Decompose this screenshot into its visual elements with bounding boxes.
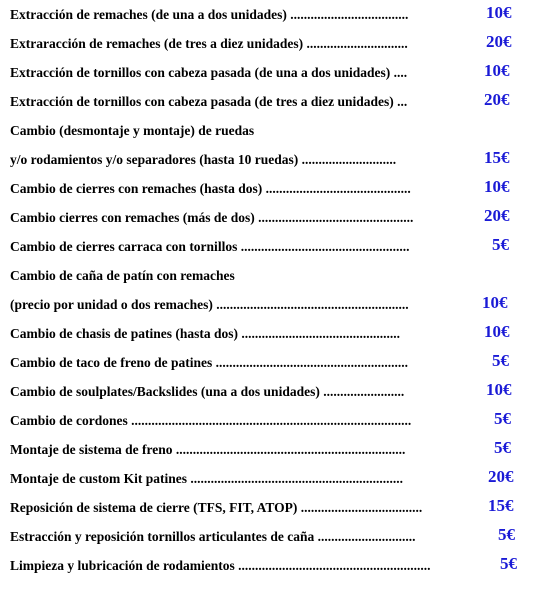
list-item bbox=[10, 145, 535, 174]
list-item bbox=[10, 116, 535, 145]
price-value: 15€ bbox=[484, 148, 510, 167]
price-value: 5€ bbox=[498, 525, 515, 544]
price-value: 10€ bbox=[486, 380, 512, 399]
list-item bbox=[10, 551, 535, 580]
price-value: 5€ bbox=[492, 351, 509, 370]
service-label: Cambio de cierres carraca con tornillos .................................................. bbox=[10, 239, 410, 254]
price-value: 5€ bbox=[494, 438, 511, 457]
price-value: 10€ bbox=[484, 177, 510, 196]
list-item bbox=[10, 261, 535, 290]
service-label: Reposición de sistema de cierre (TFS, FIT, ATOP) .................................... bbox=[10, 500, 423, 515]
list-item bbox=[10, 0, 535, 29]
list-item bbox=[10, 174, 535, 203]
list-item bbox=[10, 406, 535, 435]
list-item bbox=[10, 493, 535, 522]
price-value: 20€ bbox=[486, 32, 512, 51]
price-value: 10€ bbox=[484, 322, 510, 341]
service-label: Extracción de tornillos con cabeza pasada (de una a dos unidades) .... bbox=[10, 65, 408, 80]
service-label: Cambio de soulplates/Backslides (una a dos unidades) ........................ bbox=[10, 384, 405, 399]
service-label: Cambio de cierres con remaches (hasta dos) ........................................... bbox=[10, 181, 411, 196]
list-item bbox=[10, 522, 535, 551]
price-value: 5€ bbox=[492, 235, 509, 254]
service-label: Extracción de tornillos con cabeza pasada (de tres a diez unidades) ... bbox=[10, 94, 408, 109]
service-label: Cambio (desmontaje y montaje) de ruedas bbox=[10, 123, 255, 138]
service-label: Cambio de taco de freno de patines ......................................................... bbox=[10, 355, 408, 370]
service-label: (precio por unidad o dos remaches) ......................................................... bbox=[10, 297, 409, 312]
service-label: Montaje de sistema de freno .................................................................... bbox=[10, 442, 406, 457]
price-value: 5€ bbox=[494, 409, 511, 428]
service-label: Cambio de chasis de patines (hasta dos) ............................................... bbox=[10, 326, 401, 341]
list-item bbox=[10, 348, 535, 377]
service-label: Limpieza y lubricación de rodamientos ......................................................... bbox=[10, 558, 431, 573]
price-value: 5€ bbox=[500, 554, 517, 573]
price-value: 20€ bbox=[484, 206, 510, 225]
list-item bbox=[10, 290, 535, 319]
service-label: Cambio de cordones ................................................................................... bbox=[10, 413, 412, 428]
list-item bbox=[10, 232, 535, 261]
service-label: Cambio de caña de patín con remaches bbox=[10, 268, 235, 283]
list-item bbox=[10, 58, 535, 87]
list-item bbox=[10, 435, 535, 464]
list-item bbox=[10, 29, 535, 58]
list-item bbox=[10, 319, 535, 348]
service-label: Estracción y reposición tornillos articulantes de caña ............................. bbox=[10, 529, 416, 544]
service-label: Extracción de remaches (de una a dos unidades) ................................... bbox=[10, 7, 409, 22]
list-item bbox=[10, 377, 535, 406]
price-value: 20€ bbox=[488, 467, 514, 486]
price-value: 10€ bbox=[482, 293, 508, 312]
service-label: Montaje de custom Kit patines ............................................................... bbox=[10, 471, 403, 486]
service-label: y/o rodamientos y/o separadores (hasta 10 ruedas) ............................ bbox=[10, 152, 397, 167]
price-value: 10€ bbox=[486, 3, 512, 22]
list-item bbox=[10, 203, 535, 232]
service-label: Cambio cierres con remaches (más de dos) .............................................. bbox=[10, 210, 414, 225]
service-label: Extraracción de remaches (de tres a diez unidades) .............................. bbox=[10, 36, 408, 51]
list-item bbox=[10, 87, 535, 116]
price-value: 10€ bbox=[484, 61, 510, 80]
price-list bbox=[10, 0, 535, 580]
list-item bbox=[10, 464, 535, 493]
price-value: 15€ bbox=[488, 496, 514, 515]
price-value: 20€ bbox=[484, 90, 510, 109]
